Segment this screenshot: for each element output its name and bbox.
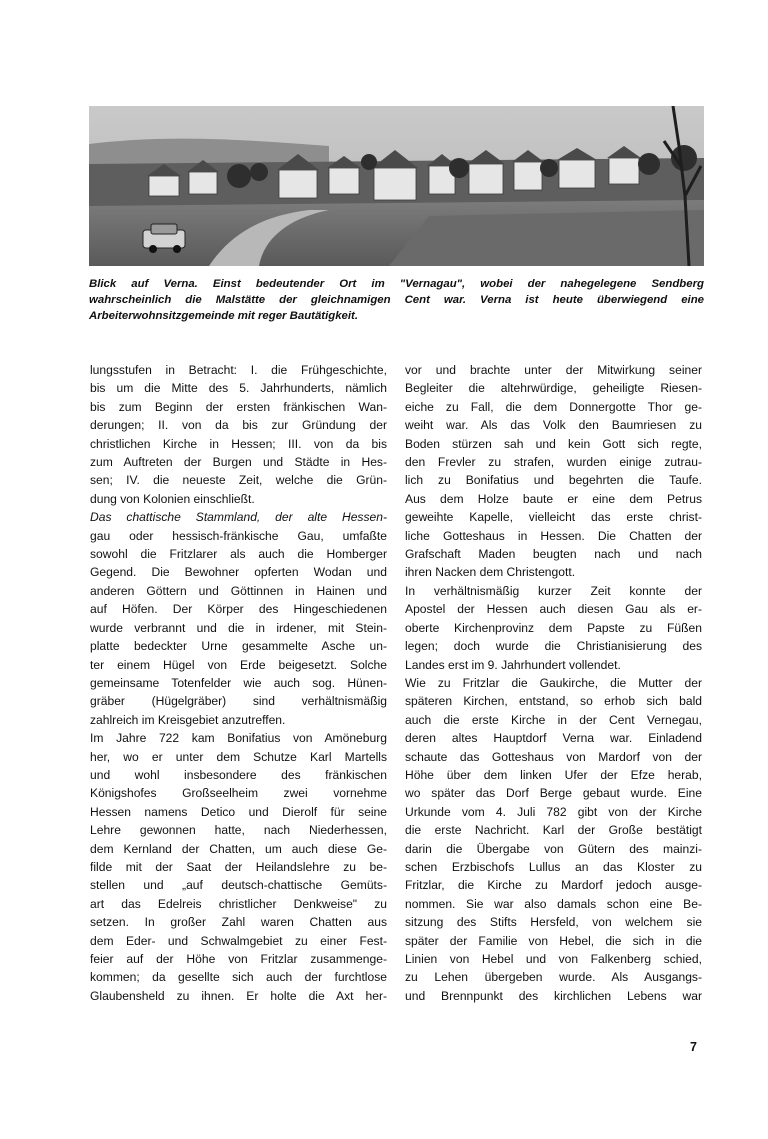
text-line: später der Familie von Hebel, die sich in die (405, 933, 702, 948)
text-line: und wohl insbesondere des fränkischen (90, 767, 387, 782)
text-line-italic (90, 508, 387, 526)
text-line: filde mit der Saat der Heilandslehre zu be- (90, 859, 387, 874)
text-line: dem Eder- und Schwalmgebiet zu einer Fest- (90, 933, 387, 948)
text-line: Glaubensheld zu ihnen. Er holte die Axt her- (90, 988, 387, 1003)
text-line: setzen. In großer Zahl waren Chatten aus (90, 915, 387, 930)
text-line: schen Erzbischofs Lullus an das Kloster zu (405, 859, 702, 874)
text-line: Fritzlar, die Kirche zu Mardorf jedoch ausge- (405, 878, 702, 893)
text-line: Urkunde vom 4. Juli 782 gibt von der Kirche (405, 804, 702, 819)
text-line: sowohl die Fritzlarer als auch die Homberger (90, 547, 387, 562)
text-line: Boden stürzen sah und kein Gott sich regte, (405, 436, 702, 451)
text-line: sitzung des Stifts Hersfeld, von welchem sie (405, 915, 702, 930)
text-line: späteren Kirchen, entstand, so erhob sich bald (405, 694, 702, 709)
text-line: dung von Kolonien einschließt. (90, 491, 255, 506)
text-line: gau oder hessisch-fränkische Gau, umfaßte (90, 528, 387, 543)
text-line: stellen und „auf deutsch-chattische Gemüts- (90, 878, 387, 893)
text-line: bis zum Beginn der ersten fränkischen Wan- (90, 399, 387, 414)
text-line: platte bedeckter Urne gesammelte Asche un- (90, 639, 387, 654)
text-line: den Frevler zu strafen, wurden einige zutrau- (405, 455, 702, 470)
text-line: schaute das Gotteshaus von Mardorf von der (405, 749, 702, 764)
text-line: sen; IV. die neueste Zeit, welche die Grün- (90, 473, 387, 488)
left-column (90, 361, 387, 1005)
text-line: und Brennpunkt des kirchlichen Lebens war (405, 988, 702, 1003)
text-line: Landes erst im 9. Jahrhundert vollendet. (405, 657, 621, 672)
text-line: Wie zu Fritzlar die Gaukirche, die Mutter der (405, 675, 702, 690)
text-line: Grafschaft Maden beugten nach und nach (405, 547, 702, 562)
text-line: vor und brachte unter der Mitwirkung seiner (405, 363, 702, 377)
text-line: bis um die Mitte des 5. Jahrhunderts, nämlich (90, 381, 387, 396)
text-line: Begleiter die altehrwürdige, geheiligte Riesen- (405, 381, 702, 396)
caption-line: wahrscheinlich die Malstätte der gleichnamigen Cent war. Verna ist heute überwiegend eine (89, 294, 704, 306)
text-line: ter einem Hügel von Erde beigesetzt. Solche (90, 657, 387, 672)
text-line: gemeinsame Totenfelder wie auch sog. Hünen- (90, 675, 387, 690)
text-line: auf Höfen. Der Körper des Hingeschiedenen (90, 602, 387, 617)
text-line: nommen. Sie war also damals schon eine Be- (405, 896, 702, 911)
village-photo (89, 106, 704, 266)
caption-line: Arbeiterwohnsitzgemeinde mit reger Bautätigkeit. (89, 310, 358, 322)
page-number: 7 (690, 1040, 697, 1054)
right-column (405, 361, 702, 1005)
text-line: weiht war. Als das Volk den Baumriesen zu (405, 418, 702, 433)
italic-text: Das chattische Stammland, der alte Hessen- (90, 510, 387, 525)
text-line: anderen Göttern und Göttinnen in Hainen und (90, 583, 387, 598)
text-line: wo später das Dorf Berge gebaut wurde. Eine (405, 786, 702, 801)
text-line: Gegend. Die Bewohner opferten Wodan und (90, 565, 387, 580)
text-line: ihren Nacken dem Christengott. (405, 565, 576, 580)
text-line: deren altes Hauptdorf Verna war. Einladend (405, 731, 702, 746)
text-line: Apostel der Hessen auch diesen Gau als er- (405, 602, 702, 617)
text-line: zu Lehen übergeben wurde. Als Ausgangs- (405, 970, 702, 985)
text-line: lungsstufen in Betracht: I. die Frühgeschichte, (90, 363, 387, 377)
text-line: geweihte Kapelle, vielleicht das erste christ- (405, 510, 702, 525)
text-line: feier auf der Höhe von Fritzlar zusammenge- (90, 952, 387, 966)
text-line: liche Gotteshaus in Hessen. Die Chatten der (405, 528, 702, 543)
text-line: In verhältnismäßig kurzer Zeit konnte der (405, 583, 702, 598)
text-line: wurde verbrannt und die in irdener, mit Stein- (90, 620, 387, 635)
text-line: lich zu Bonifatius und begehrten die Taufe. (405, 473, 702, 488)
caption-line: Blick auf Verna. Einst bedeutender Ort im "Vernagau", wobei der nahegelegene Sendberg (89, 278, 704, 290)
text-line: die erste Nachricht. Karl der Große bestätigt (405, 823, 702, 838)
text-line: Aus dem Holze baute er eine dem Petrus (405, 491, 702, 506)
text-line: Höhe über dem linken Ufer der Efze herab, (405, 767, 702, 782)
text-line: art das Edelreis christlicher Denkweise" zu (90, 896, 387, 911)
text-line: Hessen namens Detico und Dierolf für seine (90, 804, 387, 819)
text-line: legen; doch wurde die Christianisierung des (405, 639, 702, 654)
text-line: derungen; II. von da bis zur Gründung der (90, 418, 387, 433)
text-line: auch die erste Kirche in der Cent Vernegau, (405, 712, 702, 727)
text-line: christlichen Kirche in Hessen; III. von da bis (90, 436, 387, 451)
text-line: gräber (Hügelgräber) sind verhältnismäßig (90, 694, 387, 709)
text-line: dem Kernland der Chatten, um auch diese Ge- (90, 841, 387, 856)
text-line: Königshofes Großseelheim zwei vornehme (90, 786, 387, 801)
text-line: eiche zu Fall, die dem Donnergotte Thor ge- (405, 399, 702, 414)
text-line: her, wo er unter dem Schutze Karl Martells (90, 749, 387, 764)
text-line: Im Jahre 722 kam Bonifatius von Amöneburg (90, 731, 387, 746)
village-photo-icon (89, 106, 704, 266)
text-line: darin die Übergabe von Gütern des mainzi- (405, 841, 702, 856)
text-line: Linien von Hebel und von Falkenberg schied, (405, 952, 702, 966)
text-line: oberte Kirchenprovinz dem Papste zu Füßen (405, 620, 702, 635)
text-line: Lehre gewonnen hatte, nach Niederhessen, (90, 823, 387, 838)
text-line: zahlreich im Kreisgebiet anzutreffen. (90, 712, 286, 727)
text-line: kommen; da gesellte sich auch der furchtlose (90, 970, 387, 985)
text-line: zum Auftreten der Burgen und Städte in Hes- (90, 455, 387, 470)
photo-caption (89, 276, 704, 324)
